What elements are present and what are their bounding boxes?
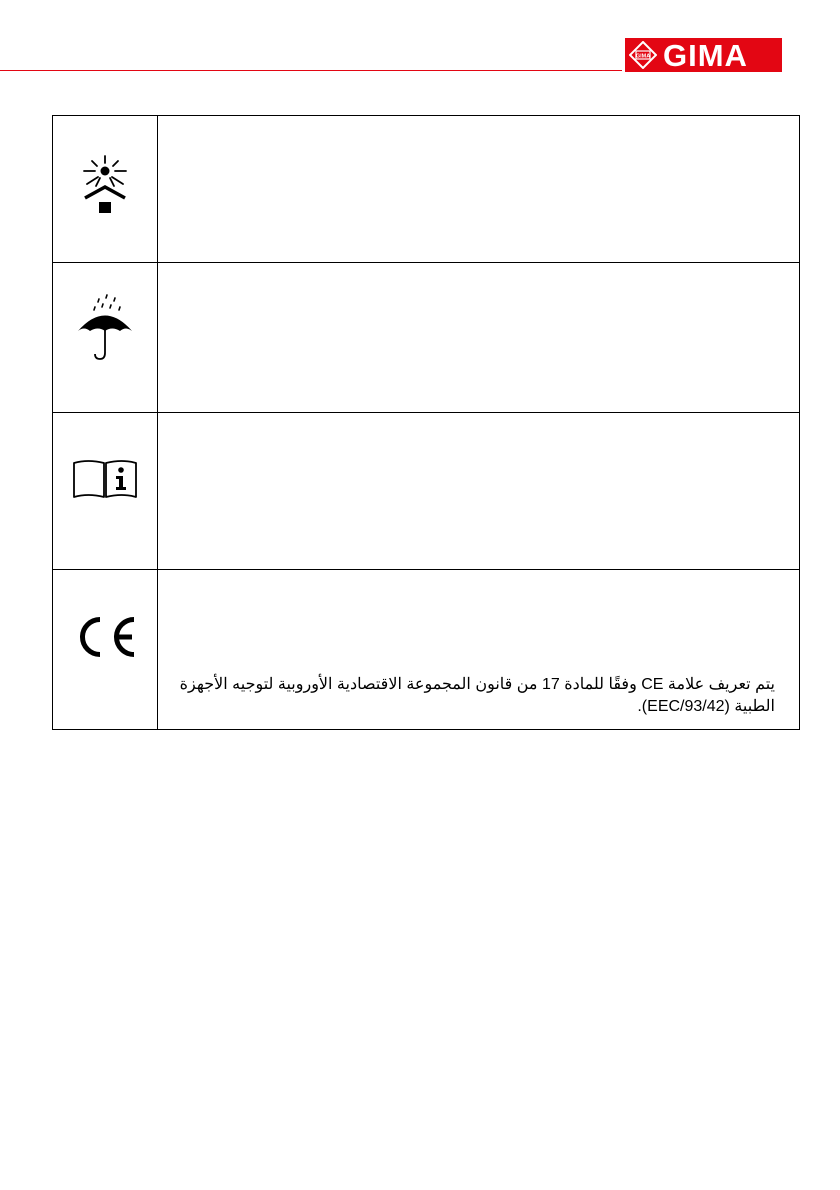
table-row <box>53 263 800 413</box>
table-row <box>53 116 800 263</box>
ce-description-line2: الطبية (93/42/EEC). <box>637 698 775 715</box>
table-row <box>53 570 800 730</box>
logo-seal-icon <box>628 40 658 70</box>
ce-description <box>158 570 799 718</box>
icon-cell <box>53 263 158 413</box>
icon-cell <box>53 116 158 263</box>
symbols-table <box>52 115 800 730</box>
ce-description-line1: يتم تعريف علامة CE وفقًا للمادة 17 من قانون المجموعة الاقتصادية الأوروبية لتوجيه الأجهزة <box>179 676 775 693</box>
description-cell <box>158 116 800 263</box>
icon-cell <box>53 570 158 730</box>
gima-logo <box>625 38 782 72</box>
table-row <box>53 413 800 570</box>
header-rule <box>0 70 622 71</box>
consult-instructions-icon <box>70 457 140 501</box>
description-cell <box>158 413 800 570</box>
brand-name: GIMA <box>663 37 748 73</box>
description-cell <box>158 263 800 413</box>
icon-cell <box>53 413 158 570</box>
svg-text:GIMA: GIMA <box>635 53 651 60</box>
description-cell <box>158 570 800 730</box>
keep-away-from-sunlight-icon <box>73 154 137 224</box>
ce-mark-icon <box>70 615 140 659</box>
keep-dry-icon <box>73 293 137 363</box>
